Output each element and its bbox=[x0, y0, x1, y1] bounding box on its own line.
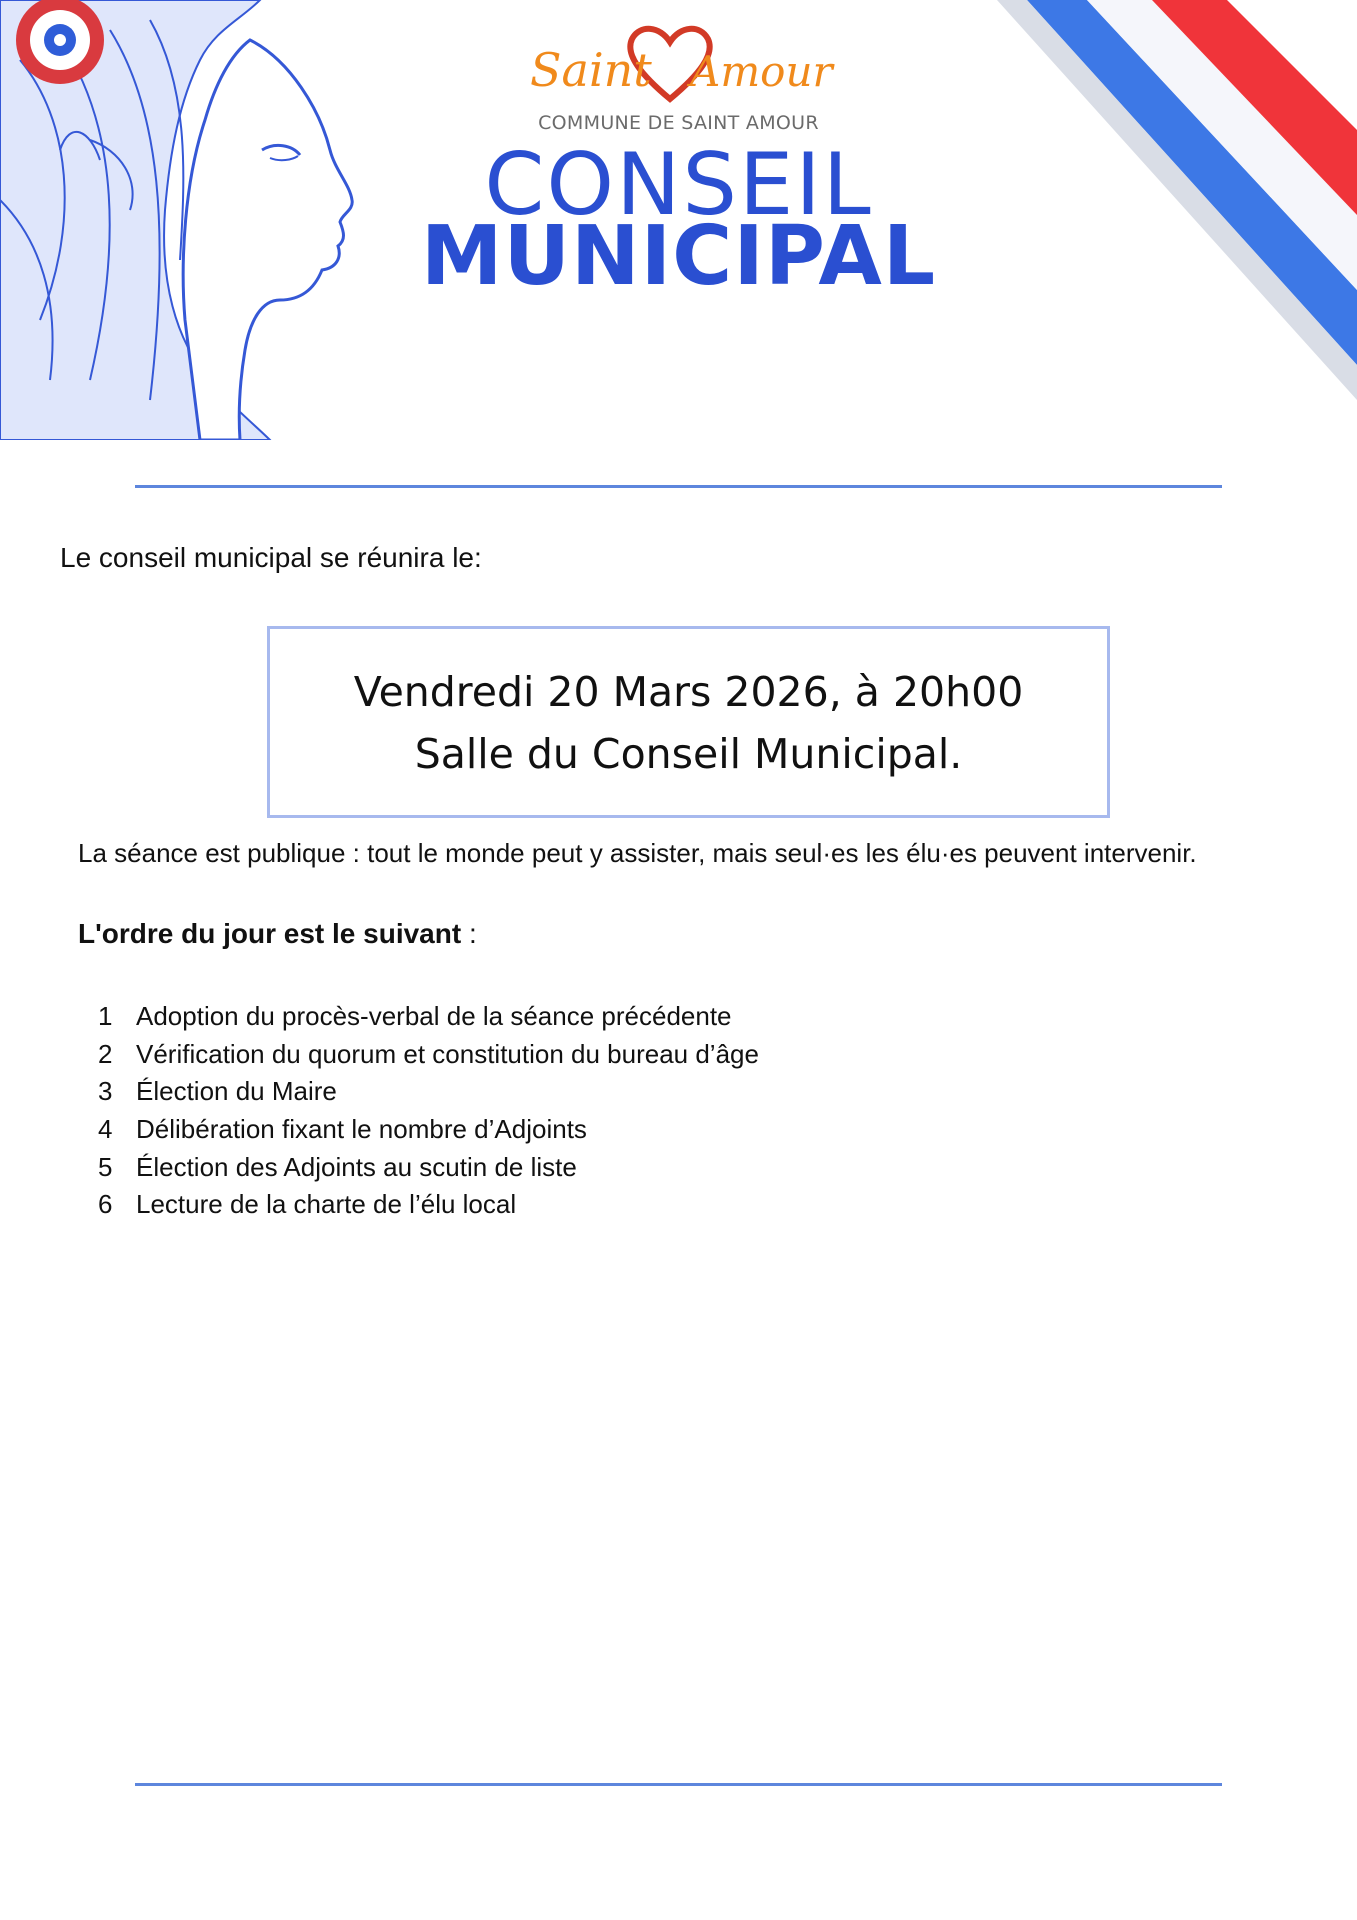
title-conseil: CONSEIL bbox=[484, 135, 873, 235]
item-number: 3 bbox=[98, 1076, 113, 1107]
item-number: 1 bbox=[98, 1001, 113, 1031]
item-text: Adoption du procès-verbal de la séance précédente bbox=[136, 1001, 732, 1031]
item-number: 6 bbox=[98, 1189, 113, 1220]
title-municipal: MUNICIPAL bbox=[420, 209, 937, 304]
public-note: La séance est publique : tout le monde peut y assister, mais seul·es les élu·es peuvent intervenir. bbox=[78, 838, 1197, 868]
list-item bbox=[98, 998, 759, 1036]
item-text: Élection des Adjoints au scutin de liste bbox=[136, 1151, 577, 1182]
list-item bbox=[98, 1073, 759, 1111]
item-text: Délibération fixant le nombre d’Adjoints bbox=[136, 1114, 587, 1145]
top-divider bbox=[135, 485, 1222, 488]
agenda-list bbox=[98, 998, 759, 1224]
item-text: Vérification du quorum et constitution du bureau d’âge bbox=[136, 1038, 759, 1069]
bottom-divider bbox=[135, 1783, 1222, 1786]
meeting-place: Salle du Conseil Municipal. bbox=[414, 730, 963, 778]
list-item bbox=[98, 1186, 759, 1224]
commune-name: COMMUNE DE SAINT AMOUR bbox=[538, 112, 819, 134]
item-text: Lecture de la charte de l’élu local bbox=[136, 1189, 517, 1220]
item-text: Élection du Maire bbox=[136, 1076, 337, 1107]
saint-amour-heart-logo bbox=[520, 14, 840, 114]
list-item bbox=[98, 1149, 759, 1187]
item-number: 4 bbox=[98, 1114, 113, 1145]
list-item bbox=[98, 1111, 759, 1149]
item-number: 2 bbox=[98, 1038, 113, 1069]
list-item bbox=[98, 1036, 759, 1074]
agenda-heading bbox=[78, 916, 477, 952]
svg-text:Saint: Saint bbox=[530, 43, 652, 97]
meeting-info-box bbox=[267, 626, 1110, 818]
svg-text:Amour: Amour bbox=[690, 47, 833, 96]
intro-text: Le conseil municipal se réunira le: bbox=[60, 542, 482, 573]
agenda-heading-label: L'ordre du jour est le suivant bbox=[78, 918, 462, 949]
agenda-heading-suffix: : bbox=[461, 918, 477, 949]
item-number: 5 bbox=[98, 1151, 113, 1182]
meeting-date: Vendredi 20 Mars 2026, à 20h00 bbox=[353, 668, 1024, 716]
